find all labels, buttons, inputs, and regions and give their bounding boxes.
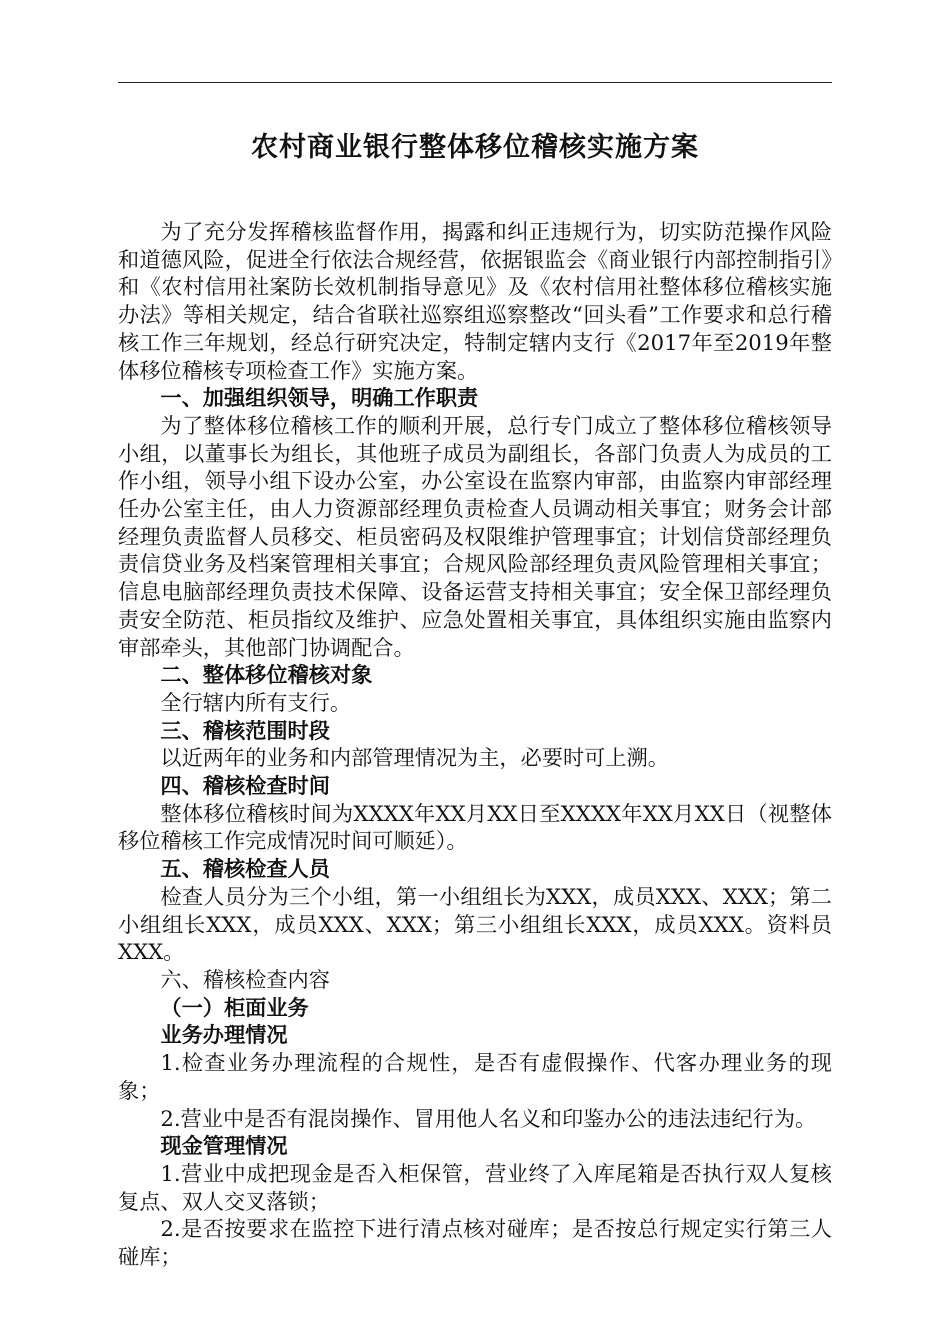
business-handling-item-2: 2.营业中是否有混岗操作、冒用他人名义和印鉴办公的违法违纪行为。 (160, 1105, 817, 1131)
business-handling-item-1: 1.检查业务办理流程的合规性，是否有虚假操作、代客办理业务的现象； (118, 1050, 832, 1103)
section-5-heading: 五、稽核检查人员 (160, 856, 330, 882)
section-6-heading: 六、稽核检查内容 (160, 966, 330, 992)
section-1-text: 为了整体移位稽核工作的顺利开展，总行专门成立了整体移位稽核领导小组，以董事长为组长，其他班子成员为副组长，各部门负责人为成员的工作小组，领导小组下设办公室，办公室设在监察内审部，由监察内审部经理任办公室主任，由人力资源部经理负责检查人员调动相关事宜；财务会计部经理负责监督人员移交、柜员密码及权限维护管理事宜；计划信贷部经理负责信贷业务及档案管理相关事宜；合规风险部经理负责风险管理相关事宜；信息电脑部经理负责技术保障、设备运营支持相关事宜；安全保卫部经理负责安全防范、柜员指纹及维护、应急处置相关事宜，具体组织实施由监察内审部牵头，其他部门协调配合。 (118, 412, 832, 660)
header-rule (118, 82, 832, 83)
section-4-heading: 四、稽核检查时间 (160, 773, 330, 799)
section-4-text: 整体移位稽核时间为XXXX年XX月XX日至XXXX年XX月XX日（视整体移位稽核工作完成情况时间可顺延）。 (118, 800, 832, 854)
cash-management-item-1: 1.营业中成把现金是否入柜保管，营业终了入库尾箱是否执行双人复核复点、双人交叉落锁； (118, 1160, 832, 1214)
section-3-text: 以近两年的业务和内部管理情况为主，必要时可上溯。 (160, 745, 669, 771)
section-2-text: 全行辖内所有支行。 (160, 689, 352, 715)
document-body (118, 218, 832, 1271)
document-title: 农村商业银行整体移位稽核实施方案 (251, 132, 699, 163)
cash-management-heading: 现金管理情况 (160, 1133, 288, 1159)
section-2-heading: 二、整体移位稽核对象 (160, 662, 373, 688)
business-handling-heading: 业务办理情况 (160, 1022, 288, 1048)
section-3-heading: 三、稽核范围时段 (160, 717, 330, 743)
cash-management-item-2: 2.是否按要求在监控下进行清点核对碰库；是否按总行规定实行第三人碰库； (118, 1216, 832, 1270)
intro-paragraph: 为了充分发挥稽核监督作用，揭露和纠正违规行为，切实防范操作风险和道德风险，促进全行依法合规经营，依据银监会《商业银行内部控制指引》和《农村信用社案防长效机制指导意见》及《农村信用社整体移位稽核实施办法》等相关规定，结合省联社巡察组巡察整改“回头看”工作要求和总行稽核工作三年规划，经总行研究决定，特制定辖内支行《2017年至2019年整体移位稽核专项检查工作》实施方案。 (118, 219, 832, 383)
section-1-heading: 一、加强组织领导，明确工作职责 (160, 385, 479, 411)
section-6-subheading-counter: （一）柜面业务 (160, 994, 309, 1020)
section-5-text: 检查人员分为三个小组，第一小组组长为XXX，成员XXX、XXX；第二小组组长XXX，成员XXX、XXX；第三小组组长XXX，成员XXX。资料员XXX。 (118, 883, 832, 965)
